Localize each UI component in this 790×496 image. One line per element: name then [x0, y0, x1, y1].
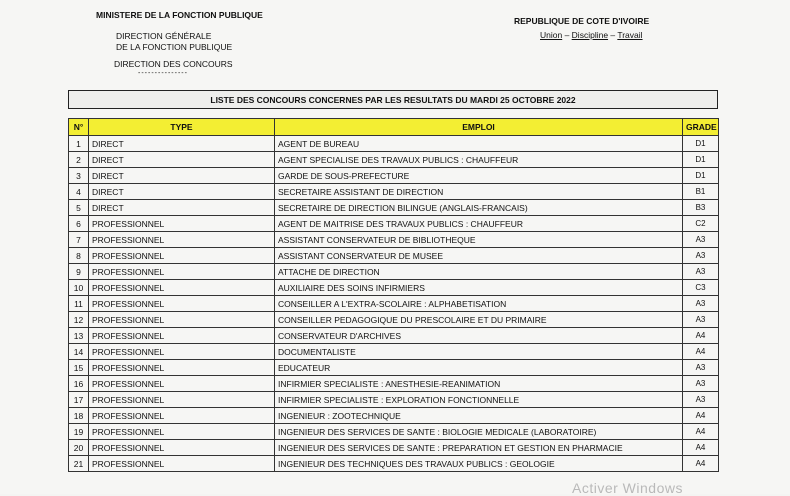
- row-number: 14: [69, 344, 89, 360]
- row-number: 13: [69, 328, 89, 344]
- row-type: PROFESSIONNEL: [89, 216, 275, 232]
- row-type: PROFESSIONNEL: [89, 440, 275, 456]
- row-number: 4: [69, 184, 89, 200]
- row-emploi: AGENT SPECIALISE DES TRAVAUX PUBLICS : CHAUFFEUR: [275, 152, 683, 168]
- row-emploi: INFIRMIER SPECIALISTE : ANESTHESIE-REANIMATION: [275, 376, 683, 392]
- row-grade: A4: [683, 440, 719, 456]
- row-number: 5: [69, 200, 89, 216]
- table-row: [69, 184, 719, 200]
- motto-separator-1: –: [562, 30, 572, 40]
- header-num: N°: [69, 119, 89, 136]
- row-grade: A4: [683, 344, 719, 360]
- windows-activation-watermark: Activer Windows: [572, 480, 683, 496]
- row-type: DIRECT: [89, 136, 275, 152]
- row-number: 16: [69, 376, 89, 392]
- row-emploi: INGENIEUR DES TECHNIQUES DES TRAVAUX PUBLICS : GEOLOGIE: [275, 456, 683, 472]
- table-row: [69, 360, 719, 376]
- table-row: [69, 248, 719, 264]
- ministry-name: MINISTERE DE LA FONCTION PUBLIQUE: [96, 10, 263, 20]
- row-type: PROFESSIONNEL: [89, 392, 275, 408]
- row-number: 21: [69, 456, 89, 472]
- row-emploi: AGENT DE MAITRISE DES TRAVAUX PUBLICS : CHAUFFEUR: [275, 216, 683, 232]
- row-number: 9: [69, 264, 89, 280]
- row-grade: B3: [683, 200, 719, 216]
- concours-table: [68, 118, 719, 472]
- row-grade: D1: [683, 136, 719, 152]
- row-number: 18: [69, 408, 89, 424]
- row-grade: A3: [683, 312, 719, 328]
- row-emploi: CONSEILLER PEDAGOGIQUE DU PRESCOLAIRE ET DU PRIMAIRE: [275, 312, 683, 328]
- document-title: LISTE DES CONCOURS CONCERNES PAR LES RESULTATS DU MARDI 25 OCTOBRE 2022: [68, 90, 718, 109]
- row-number: 7: [69, 232, 89, 248]
- row-emploi: AUXILIAIRE DES SOINS INFIRMIERS: [275, 280, 683, 296]
- row-grade: A4: [683, 456, 719, 472]
- row-type: PROFESSIONNEL: [89, 296, 275, 312]
- table-row: [69, 392, 719, 408]
- table-row: [69, 264, 719, 280]
- row-grade: D1: [683, 168, 719, 184]
- row-type: DIRECT: [89, 152, 275, 168]
- table-row: [69, 328, 719, 344]
- row-grade: A3: [683, 376, 719, 392]
- row-number: 3: [69, 168, 89, 184]
- row-number: 20: [69, 440, 89, 456]
- table-row: [69, 408, 719, 424]
- motto-separator-2: –: [608, 30, 618, 40]
- row-emploi: ASSISTANT CONSERVATEUR DE BIBLIOTHEQUE: [275, 232, 683, 248]
- table-row: [69, 216, 719, 232]
- row-type: PROFESSIONNEL: [89, 344, 275, 360]
- row-number: 1: [69, 136, 89, 152]
- header-type: TYPE: [89, 119, 275, 136]
- table-row: [69, 232, 719, 248]
- row-number: 11: [69, 296, 89, 312]
- row-number: 12: [69, 312, 89, 328]
- direction-generale-line1: DIRECTION GÉNÉRALE: [116, 31, 212, 41]
- row-emploi: GARDE DE SOUS-PREFECTURE: [275, 168, 683, 184]
- table-row: [69, 376, 719, 392]
- row-emploi: INFIRMIER SPECIALISTE : EXPLORATION FONCTIONNELLE: [275, 392, 683, 408]
- row-type: DIRECT: [89, 168, 275, 184]
- table-row: [69, 344, 719, 360]
- republic-name: REPUBLIQUE DE COTE D'IVOIRE: [514, 16, 650, 26]
- issuer-block: [96, 10, 286, 78]
- republic-block: [514, 16, 694, 41]
- row-number: 17: [69, 392, 89, 408]
- row-grade: A3: [683, 296, 719, 312]
- row-type: DIRECT: [89, 200, 275, 216]
- row-type: PROFESSIONNEL: [89, 248, 275, 264]
- row-type: PROFESSIONNEL: [89, 232, 275, 248]
- row-number: 10: [69, 280, 89, 296]
- direction-concours: DIRECTION DES CONCOURS: [114, 59, 233, 69]
- row-emploi: INGENIEUR DES SERVICES DE SANTE : PREPARATION ET GESTION EN PHARMACIE: [275, 440, 683, 456]
- row-emploi: INGENIEUR DES SERVICES DE SANTE : BIOLOGIE MEDICALE (LABORATOIRE): [275, 424, 683, 440]
- row-number: 8: [69, 248, 89, 264]
- row-emploi: CONSERVATEUR D'ARCHIVES: [275, 328, 683, 344]
- row-emploi: EDUCATEUR: [275, 360, 683, 376]
- separator-dashes: ---------------: [138, 70, 188, 77]
- motto-travail: Travail: [617, 30, 643, 40]
- row-type: PROFESSIONNEL: [89, 360, 275, 376]
- row-grade: A3: [683, 264, 719, 280]
- table-row: [69, 456, 719, 472]
- table-row: [69, 152, 719, 168]
- row-grade: A4: [683, 408, 719, 424]
- row-number: 6: [69, 216, 89, 232]
- table-row: [69, 296, 719, 312]
- table-row: [69, 440, 719, 456]
- row-type: PROFESSIONNEL: [89, 376, 275, 392]
- row-emploi: DOCUMENTALISTE: [275, 344, 683, 360]
- row-grade: D1: [683, 152, 719, 168]
- row-emploi: ASSISTANT CONSERVATEUR DE MUSEE: [275, 248, 683, 264]
- row-grade: A4: [683, 424, 719, 440]
- table-row: [69, 280, 719, 296]
- table-row: [69, 136, 719, 152]
- row-type: PROFESSIONNEL: [89, 328, 275, 344]
- motto-union: Union: [540, 30, 563, 40]
- row-type: PROFESSIONNEL: [89, 312, 275, 328]
- row-emploi: CONSEILLER A L'EXTRA-SCOLAIRE : ALPHABETISATION: [275, 296, 683, 312]
- table-header-row: [69, 119, 719, 136]
- row-type: PROFESSIONNEL: [89, 456, 275, 472]
- motto-discipline: Discipline: [571, 30, 609, 40]
- row-number: 2: [69, 152, 89, 168]
- table-row: [69, 424, 719, 440]
- row-type: PROFESSIONNEL: [89, 280, 275, 296]
- direction-generale-line2: DE LA FONCTION PUBLIQUE: [116, 42, 233, 52]
- row-emploi: SECRETAIRE DE DIRECTION BILINGUE (ANGLAIS-FRANCAIS): [275, 200, 683, 216]
- row-grade: C2: [683, 216, 719, 232]
- row-grade: A4: [683, 328, 719, 344]
- row-grade: B1: [683, 184, 719, 200]
- header-emploi: EMPLOI: [275, 119, 683, 136]
- row-grade: A3: [683, 360, 719, 376]
- row-type: DIRECT: [89, 184, 275, 200]
- row-emploi: INGENIEUR : ZOOTECHNIQUE: [275, 408, 683, 424]
- table-row: [69, 312, 719, 328]
- row-grade: A3: [683, 392, 719, 408]
- national-motto: [514, 30, 694, 41]
- header-grade: GRADE: [683, 119, 719, 136]
- row-emploi: ATTACHE DE DIRECTION: [275, 264, 683, 280]
- table-row: [69, 200, 719, 216]
- row-grade: A3: [683, 248, 719, 264]
- row-emploi: SECRETAIRE ASSISTANT DE DIRECTION: [275, 184, 683, 200]
- row-number: 19: [69, 424, 89, 440]
- row-type: PROFESSIONNEL: [89, 408, 275, 424]
- table-row: [69, 168, 719, 184]
- row-number: 15: [69, 360, 89, 376]
- row-type: PROFESSIONNEL: [89, 424, 275, 440]
- row-grade: C3: [683, 280, 719, 296]
- row-grade: A3: [683, 232, 719, 248]
- row-type: PROFESSIONNEL: [89, 264, 275, 280]
- row-emploi: AGENT DE BUREAU: [275, 136, 683, 152]
